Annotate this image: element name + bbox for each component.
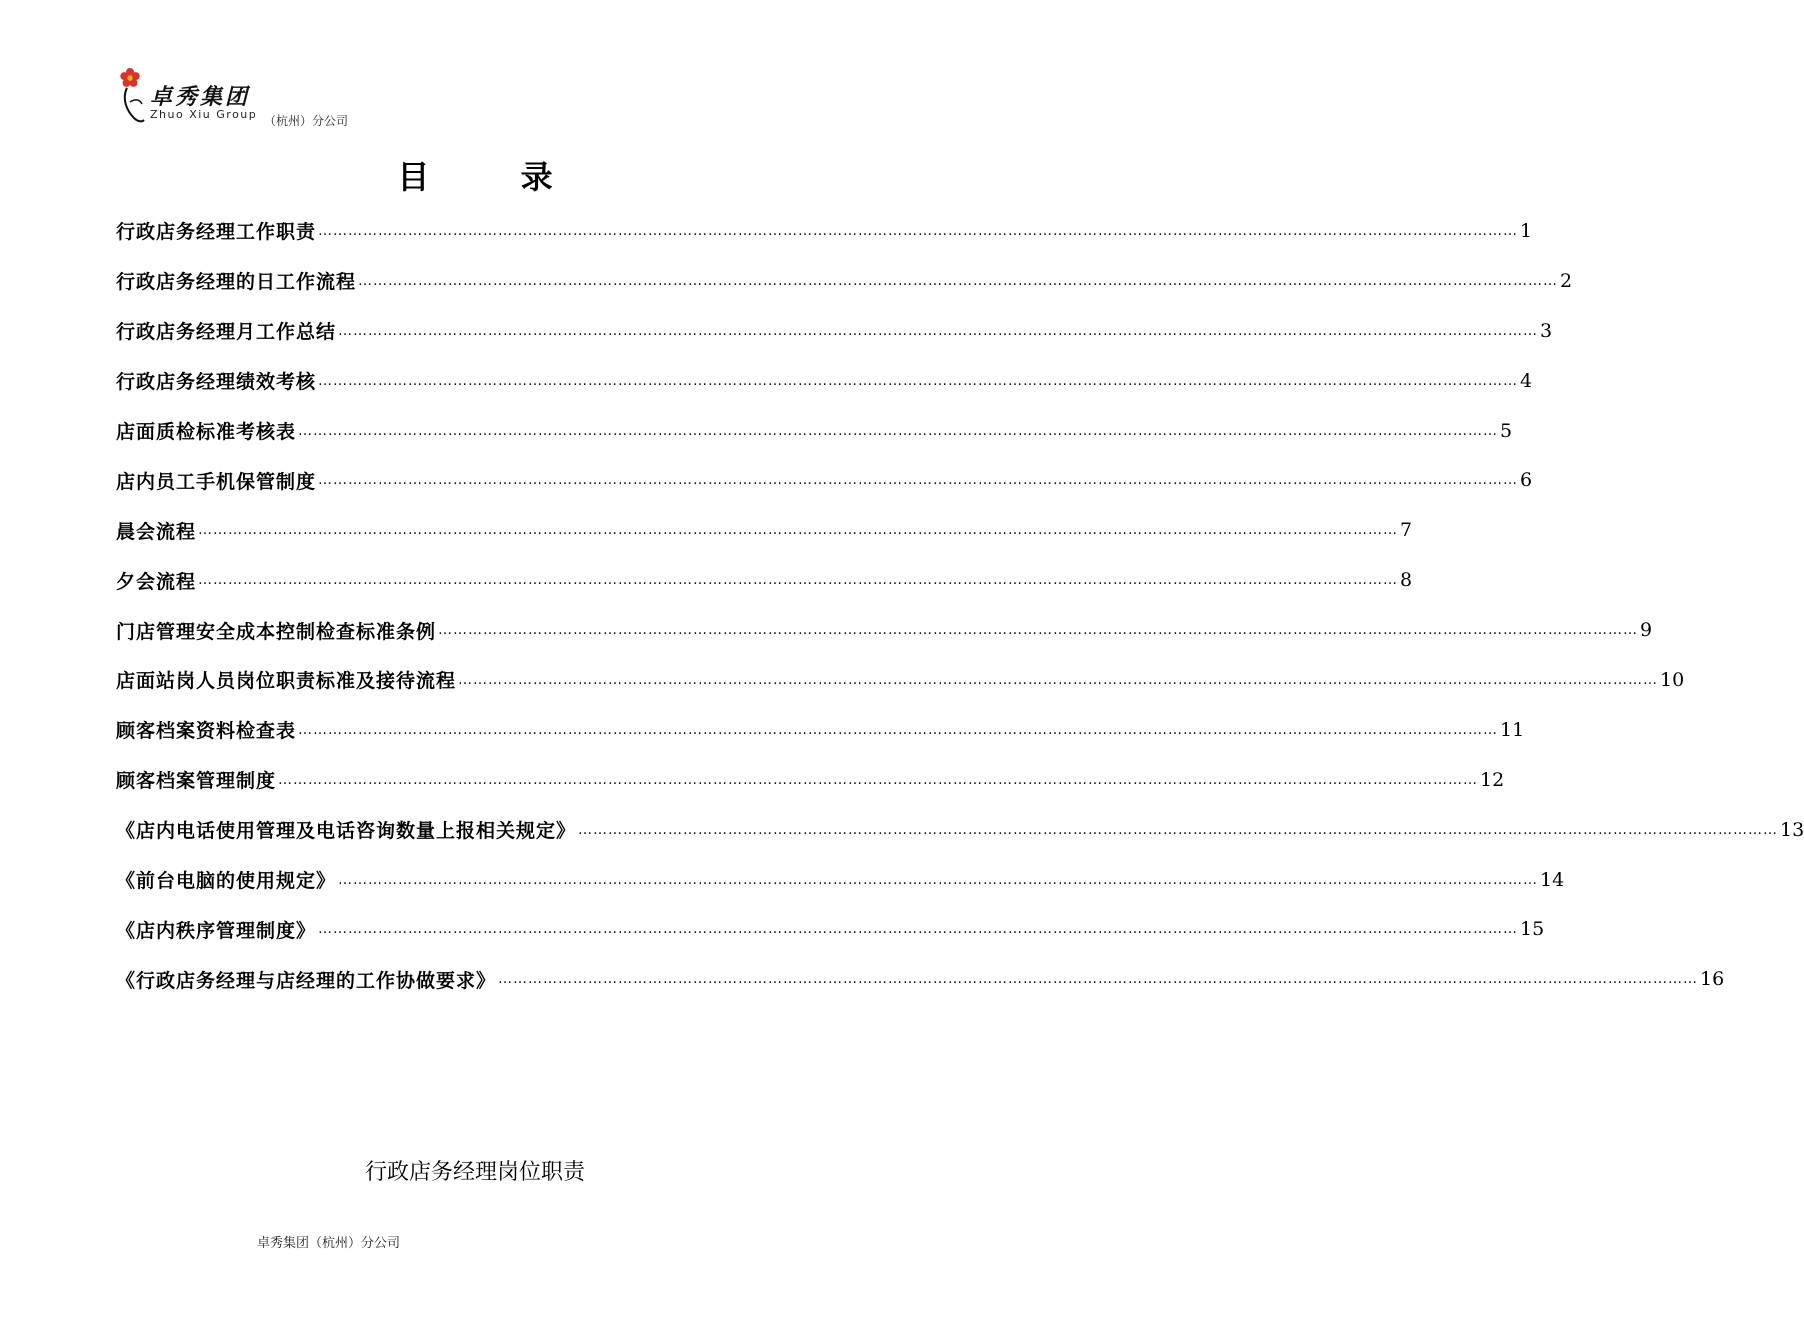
logo-chinese-name: 卓秀集团 xyxy=(150,84,251,110)
toc-entry[interactable] xyxy=(116,954,1725,1004)
toc-entry[interactable] xyxy=(116,805,1804,855)
toc-entry-label: 《店内秩序管理制度》 xyxy=(116,919,317,942)
toc-entry[interactable] xyxy=(116,855,1565,905)
toc-entry[interactable] xyxy=(116,356,1533,406)
logo-english-name: Zhuo Xiu Group xyxy=(150,108,258,121)
toc-entry-page: 7 xyxy=(1400,519,1413,542)
toc-leader-dots: …………………………………………………………………………………………………………………………………………………………………………………………………………………… xyxy=(438,622,1639,639)
toc-leader-dots: …………………………………………………………………………………………………………………………………………………………………………………………………………………… xyxy=(318,921,1519,938)
toc-entry-page: 6 xyxy=(1520,469,1533,492)
toc-entry[interactable] xyxy=(116,904,1545,954)
toc-entry-page: 10 xyxy=(1660,668,1685,691)
toc-entry[interactable] xyxy=(116,705,1525,755)
toc-entry-page: 16 xyxy=(1700,968,1725,991)
toc-entry[interactable] xyxy=(116,455,1533,505)
toc-entry-page: 2 xyxy=(1560,269,1573,292)
toc-leader-dots: …………………………………………………………………………………………………………………………………………………………………………………………………………………… xyxy=(318,472,1519,489)
toc-entry-page: 5 xyxy=(1500,419,1513,442)
toc-entry[interactable] xyxy=(116,206,1533,256)
toc-entry[interactable] xyxy=(116,605,1653,655)
page-footer: 卓秀集团（杭州）分公司 xyxy=(257,1236,401,1251)
toc-entry[interactable] xyxy=(116,306,1553,356)
toc-entry-label: 晨会流程 xyxy=(116,520,197,543)
toc-leader-dots: …………………………………………………………………………………………………………………………………………………………………………………………………………………… xyxy=(318,372,1519,389)
toc-entry-page: 11 xyxy=(1500,718,1525,741)
toc-entry-label: 《行政店务经理与店经理的工作协做要求》 xyxy=(116,969,497,992)
toc-leader-dots: …………………………………………………………………………………………………………………………………………………………………………………………………………………… xyxy=(338,871,1539,888)
toc-entry-page: 8 xyxy=(1400,569,1413,592)
toc-leader-dots: …………………………………………………………………………………………………………………………………………………………………………………………………………………… xyxy=(318,222,1519,239)
toc-leader-dots: …………………………………………………………………………………………………………………………………………………………………………………………………………………… xyxy=(578,821,1779,838)
toc-entry-page: 15 xyxy=(1520,918,1545,941)
toc-entry-label: 行政店务经理绩效考核 xyxy=(116,371,317,394)
toc-entry-page: 9 xyxy=(1640,619,1653,642)
toc-entry[interactable] xyxy=(116,406,1513,456)
toc-leader-dots: …………………………………………………………………………………………………………………………………………………………………………………………………………………… xyxy=(498,971,1699,988)
toc-entry-label: 店内员工手机保管制度 xyxy=(116,470,317,493)
toc-leader-dots: …………………………………………………………………………………………………………………………………………………………………………………………………………………… xyxy=(278,771,1479,788)
toc-entry-page: 4 xyxy=(1520,369,1533,392)
toc-leader-dots: …………………………………………………………………………………………………………………………………………………………………………………………………………………… xyxy=(198,522,1399,539)
toc-entry-page: 1 xyxy=(1520,219,1533,242)
flower-logo-icon xyxy=(118,66,148,126)
toc-entry-page: 3 xyxy=(1540,319,1553,342)
toc-entry[interactable] xyxy=(116,555,1413,605)
toc-entry[interactable] xyxy=(116,655,1685,705)
toc-leader-dots: …………………………………………………………………………………………………………………………………………………………………………………………………………………… xyxy=(358,272,1559,289)
toc-entry-label: 行政店务经理的日工作流程 xyxy=(116,271,357,294)
toc-leader-dots: …………………………………………………………………………………………………………………………………………………………………………………………………………………… xyxy=(298,422,1499,439)
toc-entry-page: 14 xyxy=(1540,868,1565,891)
toc-entry[interactable] xyxy=(116,256,1573,306)
toc-leader-dots: …………………………………………………………………………………………………………………………………………………………………………………………………………………… xyxy=(458,671,1659,688)
toc-entry-label: 《店内电话使用管理及电话咨询数量上报相关规定》 xyxy=(116,820,577,843)
toc-entry-label: 顾客档案资料检查表 xyxy=(116,720,297,743)
section-title: 行政店务经理岗位职责 xyxy=(364,1160,585,1185)
document-header xyxy=(118,66,418,130)
toc-entry-page: 12 xyxy=(1480,768,1505,791)
toc-entry-page: 13 xyxy=(1780,818,1804,841)
toc-entry[interactable] xyxy=(116,755,1505,805)
toc-leader-dots: …………………………………………………………………………………………………………………………………………………………………………………………………………………… xyxy=(338,322,1539,339)
toc-leader-dots: …………………………………………………………………………………………………………………………………………………………………………………………………………………… xyxy=(298,721,1499,738)
toc-entry-label: 顾客档案管理制度 xyxy=(116,770,277,793)
toc-entry[interactable] xyxy=(116,505,1413,555)
toc-entry-label: 《前台电脑的使用规定》 xyxy=(116,870,337,893)
toc-entry-label: 门店管理安全成本控制检查标准条例 xyxy=(116,620,437,643)
toc-title: 目 录 xyxy=(397,158,553,196)
branch-name: （杭州）分公司 xyxy=(264,114,349,128)
toc-entry-label: 行政店务经理月工作总结 xyxy=(116,321,337,344)
toc-leader-dots: …………………………………………………………………………………………………………………………………………………………………………………………………………………… xyxy=(198,572,1399,589)
toc-entry-label: 店面质检标准考核表 xyxy=(116,421,297,443)
table-of-contents xyxy=(116,206,1804,1004)
toc-entry-label: 夕会流程 xyxy=(116,570,197,593)
toc-entry-label: 店面站岗人员岗位职责标准及接待流程 xyxy=(116,670,457,693)
toc-entry-label: 行政店务经理工作职责 xyxy=(116,221,317,244)
